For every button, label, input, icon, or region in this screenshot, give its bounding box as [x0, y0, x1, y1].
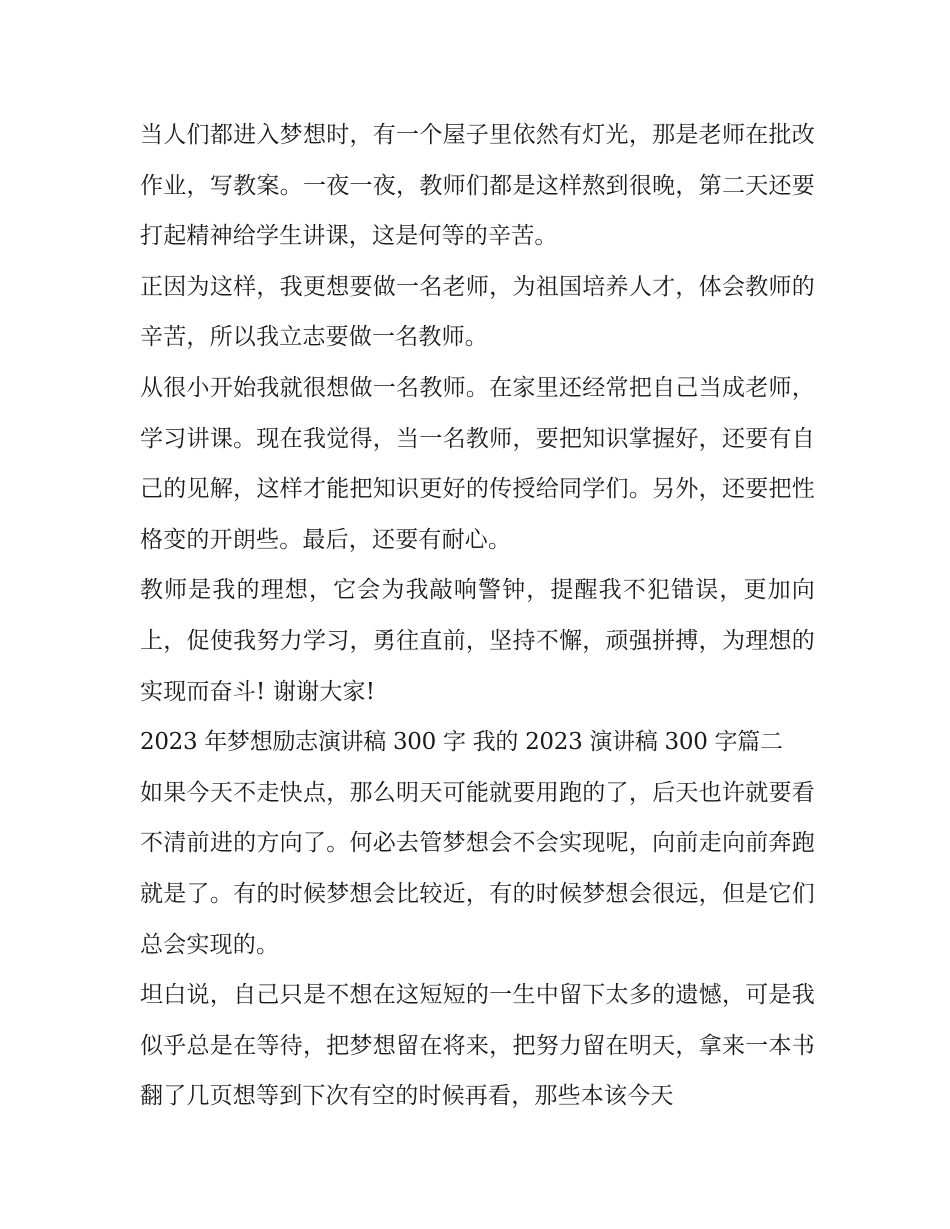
section-heading: 2023 年梦想励志演讲稿 300 字 我的 2023 演讲稿 300 字篇二: [140, 729, 783, 756]
paragraph-3: 从很小开始我就很想做一名教师。在家里还经常把自己当成老师，学习讲课。现在我觉得，当一名教师，要把知识掌握好，还要有自己的见解，这样才能把知识更好的传授给同学们。另外，还要把性格变的开朗些。最后，还要有耐心。: [140, 374, 815, 553]
paragraph-1: 当人们都进入梦想时，有一个屋子里依然有灯光，那是老师在批改作业，写教案。一夜一夜，教师们都是这样熬到很晚，第二天还要打起精神给学生讲课，这是何等的辛苦。: [140, 122, 815, 250]
paragraph-4: 教师是我的理想，它会为我敲响警钟，提醒我不犯错误，更加向上，促使我努力学习，勇往直前，坚持不懈，顽强拼搏，为理想的实现而奋斗! 谢谢大家!: [140, 577, 815, 705]
paragraph-6: 坦白说，自己只是不想在这短短的一生中留下太多的遗憾，可是我似乎总是在等待，把梦想留在将来，把努力留在明天，拿来一本书翻了几页想等到下次有空的时候再看，那些本该今天: [140, 982, 815, 1110]
document-page: [140, 110, 815, 1122]
paragraph-5: 如果今天不走快点，那么明天可能就要用跑的了，后天也许就要看不清前进的方向了。何必去管梦想会不会实现呢，向前走向前奔跑就是了。有的时候梦想会比较近，有的时候梦想会很远，但是它们总会实现的。: [140, 779, 815, 958]
paragraph-2: 正因为这样，我更想要做一名老师，为祖国培养人才，体会教师的辛苦，所以我立志要做一名教师。: [140, 273, 815, 351]
